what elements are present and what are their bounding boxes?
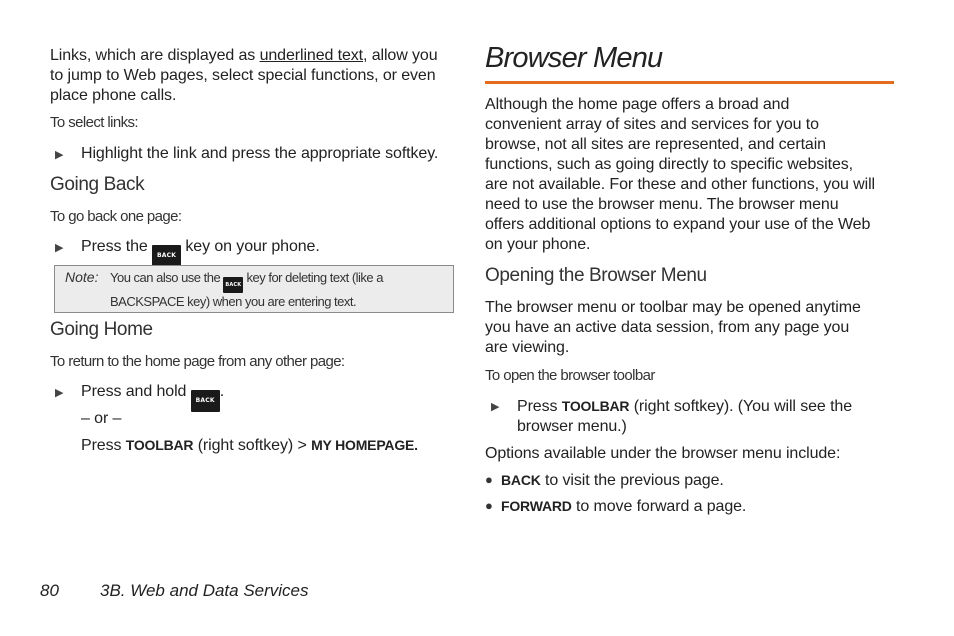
going-back-instruction: To go back one page: bbox=[50, 208, 182, 225]
going-home-alt-step: Press TOOLBAR (right softkey) > MY HOMEPAGE. bbox=[81, 437, 418, 454]
note-label: Note: bbox=[65, 269, 99, 285]
note-box bbox=[54, 265, 454, 313]
option-key-label: FORWARD bbox=[501, 498, 572, 514]
step-arrow-icon: ▶ bbox=[55, 149, 64, 161]
going-home-step: Press and hold BACK. bbox=[81, 382, 224, 412]
select-links-step: Highlight the link and press the appropriate softkey. bbox=[81, 145, 439, 162]
page-title: Browser Menu bbox=[485, 42, 663, 74]
toolbar-instruction: To open the browser toolbar bbox=[485, 367, 655, 384]
step-arrow-icon: ▶ bbox=[491, 401, 500, 413]
menu-separator: > bbox=[297, 437, 307, 454]
going-home-heading: Going Home bbox=[50, 319, 153, 340]
going-home-instruction: To return to the home page from any other page: bbox=[50, 353, 345, 370]
option-back: BACK to visit the previous page. bbox=[501, 472, 724, 489]
intro-line-1: Links, which are displayed as underlined text, allow you bbox=[50, 47, 438, 64]
back-key-icon: BACK bbox=[152, 245, 181, 267]
select-links-instruction: To select links: bbox=[50, 114, 138, 131]
underlined-link-example: underlined text bbox=[259, 47, 364, 64]
intro-paragraph bbox=[50, 46, 460, 106]
opening-browser-menu-heading: Opening the Browser Menu bbox=[485, 265, 707, 286]
step-arrow-icon: ▶ bbox=[55, 242, 64, 254]
going-back-heading: Going Back bbox=[50, 174, 145, 195]
option-key-label: BACK bbox=[501, 472, 541, 488]
browser-menu-paragraph: Although the home page offers a broad and convenient array of sites and services for you to browse, not all sites are represented, and certain functions, such as going directly to specific websites, are not available. For these and other functions, you will need to use the browser menu. The browser menu offers additional options to expand your use of the Web on your phone. bbox=[485, 96, 875, 253]
options-intro: Options available under the browser menu include: bbox=[485, 445, 841, 462]
opening-browser-paragraph: The browser menu or toolbar may be opened anytime you have an active data session, from any page you are viewing. bbox=[485, 299, 861, 356]
or-separator: – or – bbox=[81, 410, 122, 427]
my-homepage-label: MY HOMEPAGE. bbox=[311, 437, 418, 453]
intro-line-2: to jump to Web pages, select special functions, or even bbox=[50, 67, 436, 84]
toolbar-softkey-label: TOOLBAR bbox=[125, 437, 194, 453]
back-key-icon: BACK bbox=[191, 390, 220, 412]
page-number: 80 bbox=[40, 581, 59, 600]
going-back-step: Press the BACK key on your phone. bbox=[81, 237, 320, 267]
option-forward: FORWARD to move forward a page. bbox=[501, 498, 747, 515]
step-arrow-icon: ▶ bbox=[55, 387, 64, 399]
intro-line-3: place phone calls. bbox=[50, 87, 177, 104]
section-title: 3B. Web and Data Services bbox=[100, 581, 309, 600]
back-key-icon: BACK bbox=[223, 277, 243, 293]
toolbar-softkey-label: TOOLBAR bbox=[561, 398, 630, 414]
bullet-icon: ● bbox=[485, 498, 493, 513]
toolbar-step: Press TOOLBAR (right softkey). (You will see the browser menu.) bbox=[517, 398, 853, 435]
title-rule bbox=[485, 81, 894, 84]
bullet-icon: ● bbox=[485, 472, 493, 487]
note-text: You can also use the BACK key for deleting text (like a BACKSPACE key) when you are entering text. bbox=[110, 270, 384, 309]
